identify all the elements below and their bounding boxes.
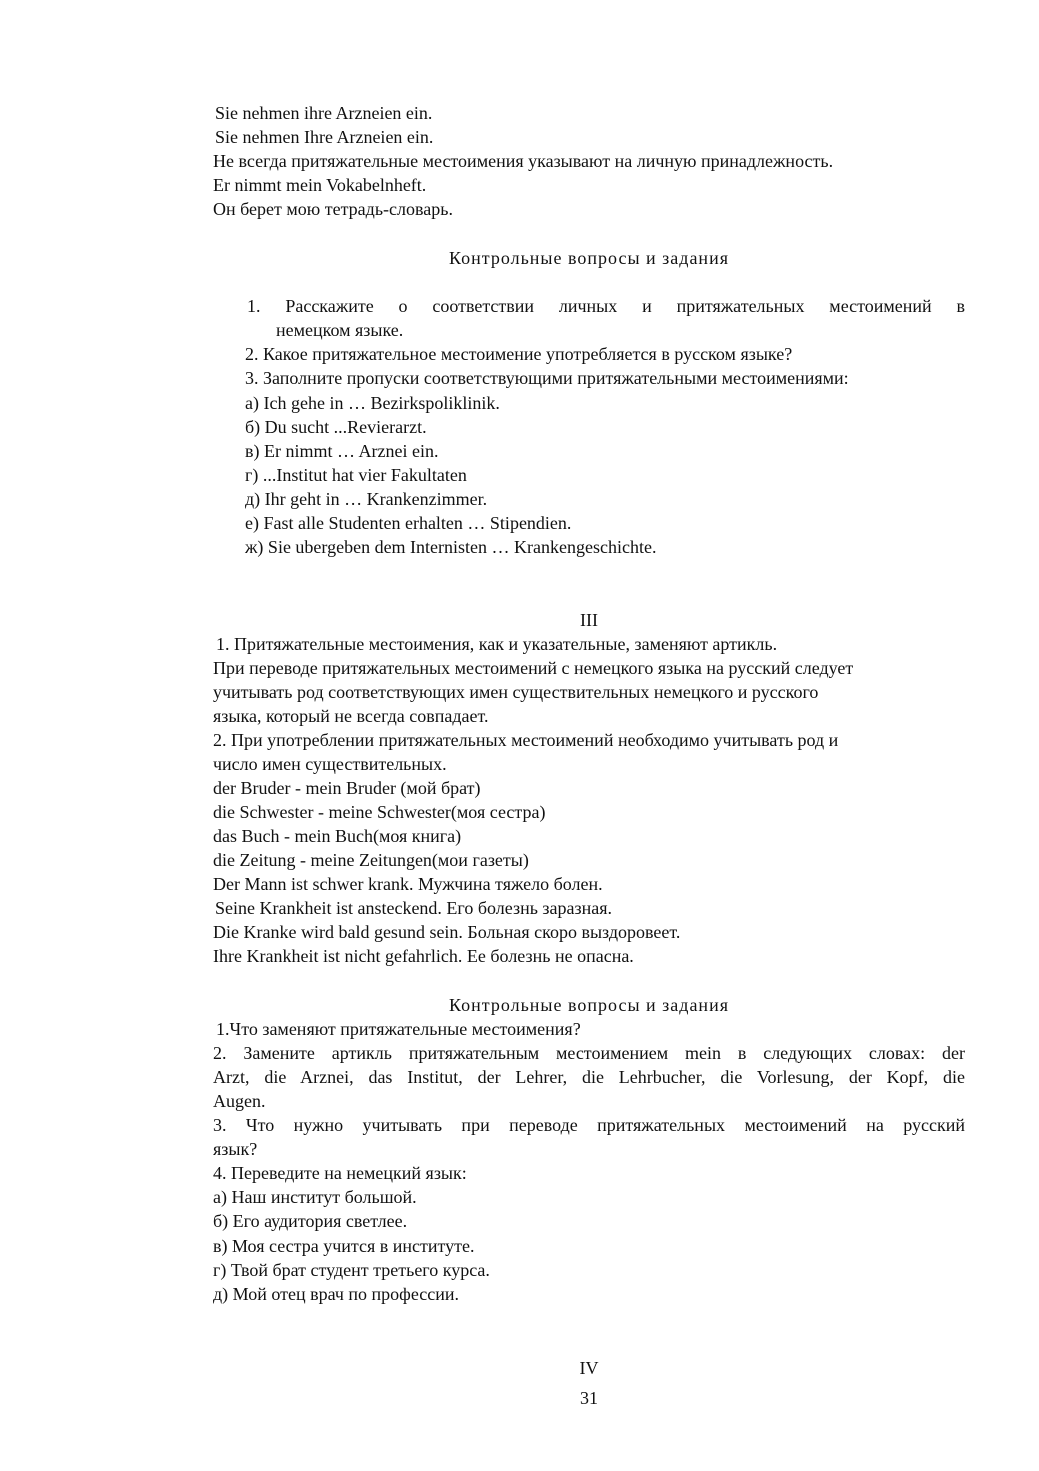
next-section-numeral: IV: [579, 1358, 599, 1378]
exercise-item: е) Fast alle Studenten erhalten … Stipendien.: [245, 513, 572, 533]
paragraph-2-line-2: учитывать род соответствующих имен существительных немецкого и русского: [213, 682, 819, 702]
translation-item: б) Его аудитория светлее.: [213, 1211, 408, 1231]
translation-item: а) Наш институт большой.: [213, 1187, 417, 1207]
question-3: 3. Заполните пропуски соответствующими притяжательными местоимениями:: [245, 368, 849, 388]
exercise-item: ж) Sie ubergeben dem Internisten … Krankengeschichte.: [245, 537, 657, 557]
example-line: Der Mann ist schwer krank. Мужчина тяжело болен.: [213, 874, 603, 894]
question-1: 1.Что заменяют притяжательные местоимения?: [216, 1019, 581, 1039]
example-line: Die Kranke wird bald gesund sein. Больная скоро выздоровеет.: [213, 922, 681, 942]
exercise-item: б) Du sucht ...Revierarzt.: [245, 417, 427, 437]
question-2-line-3: Augen.: [213, 1091, 266, 1111]
question-4: 4. Переведите на немецкий язык:: [213, 1163, 467, 1183]
translation-item: д) Мой отец врач по профессии.: [213, 1284, 460, 1304]
question-2-line-1: 2. Замените артикль притяжательным местоимением mein в следующих словах: der: [213, 1043, 965, 1063]
section-numeral-3: III: [580, 610, 598, 630]
section-heading-2: Контрольные вопросы и задания: [449, 995, 729, 1015]
exercise-item: а) Ich gehe in … Bezirkspoliklinik.: [245, 393, 500, 413]
example-line: der Bruder - mein Bruder (мой брат): [213, 778, 481, 798]
example-line: das Buch - mein Buch(моя книга): [213, 826, 462, 846]
exercise-item: г) ...Institut hat vier Fakultaten: [245, 465, 467, 485]
intro-line-5: Он берет мою тетрадь-словарь.: [213, 199, 453, 219]
section-heading-1: Контрольные вопросы и задания: [449, 248, 729, 268]
example-line: Seine Krankheit ist ansteckend. Его болезнь заразная.: [215, 898, 613, 918]
paragraph-2-line-1: При переводе притяжательных местоимений с немецкого языка на русский следует: [213, 658, 854, 678]
page-number: 31: [580, 1388, 598, 1408]
paragraph-3-line-2: число имен существительных.: [213, 754, 447, 774]
paragraph-3-line-1: 2. При употреблении притяжательных местоимений необходимо учитывать род и: [213, 730, 839, 750]
intro-line-4: Er nimmt mein Vokabelnheft.: [213, 175, 427, 195]
question-2-line-2: Arzt, die Arznei, das Institut, der Lehrer, die Lehrbucher, die Vorlesung, der Kopf, die: [213, 1067, 965, 1087]
example-line: die Zeitung - meine Zeitungen(мои газеты): [213, 850, 529, 870]
question-1-line-2: немецком языке.: [276, 320, 404, 340]
intro-line-1: Sie nehmen ihre Arzneien ein.: [215, 103, 433, 123]
intro-line-3: Не всегда притяжательные местоимения указывают на личную принадлежность.: [213, 151, 834, 171]
translation-item: г) Твой брат студент третьего курса.: [213, 1260, 490, 1280]
question-2: 2. Какое притяжательное местоимение употребляется в русском языке?: [245, 344, 793, 364]
paragraph-2-line-3: языка, который не всегда совпадает.: [213, 706, 489, 726]
question-3-line-2: язык?: [213, 1139, 258, 1159]
example-line: Ihre Krankheit ist nicht gefahrlich. Ее болезнь не опасна.: [213, 946, 634, 966]
exercise-item: д) Ihr geht in … Krankenzimmer.: [245, 489, 488, 509]
question-1-line-1: 1. Расскажите о соответствии личных и притяжательных местоимений в: [247, 296, 965, 316]
example-line: die Schwester - meine Schwester(моя сестра): [213, 802, 546, 822]
paragraph-1: 1. Притяжательные местоимения, как и указательные, заменяют артикль.: [216, 634, 778, 654]
translation-item: в) Моя сестра учится в институте.: [213, 1236, 475, 1256]
question-3-line-1: 3. Что нужно учитывать при переводе притяжательных местоимений на русский: [213, 1115, 965, 1135]
intro-line-2: Sie nehmen Ihre Arzneien ein.: [215, 127, 434, 147]
exercise-item: в) Er nimmt … Arznei ein.: [245, 441, 439, 461]
